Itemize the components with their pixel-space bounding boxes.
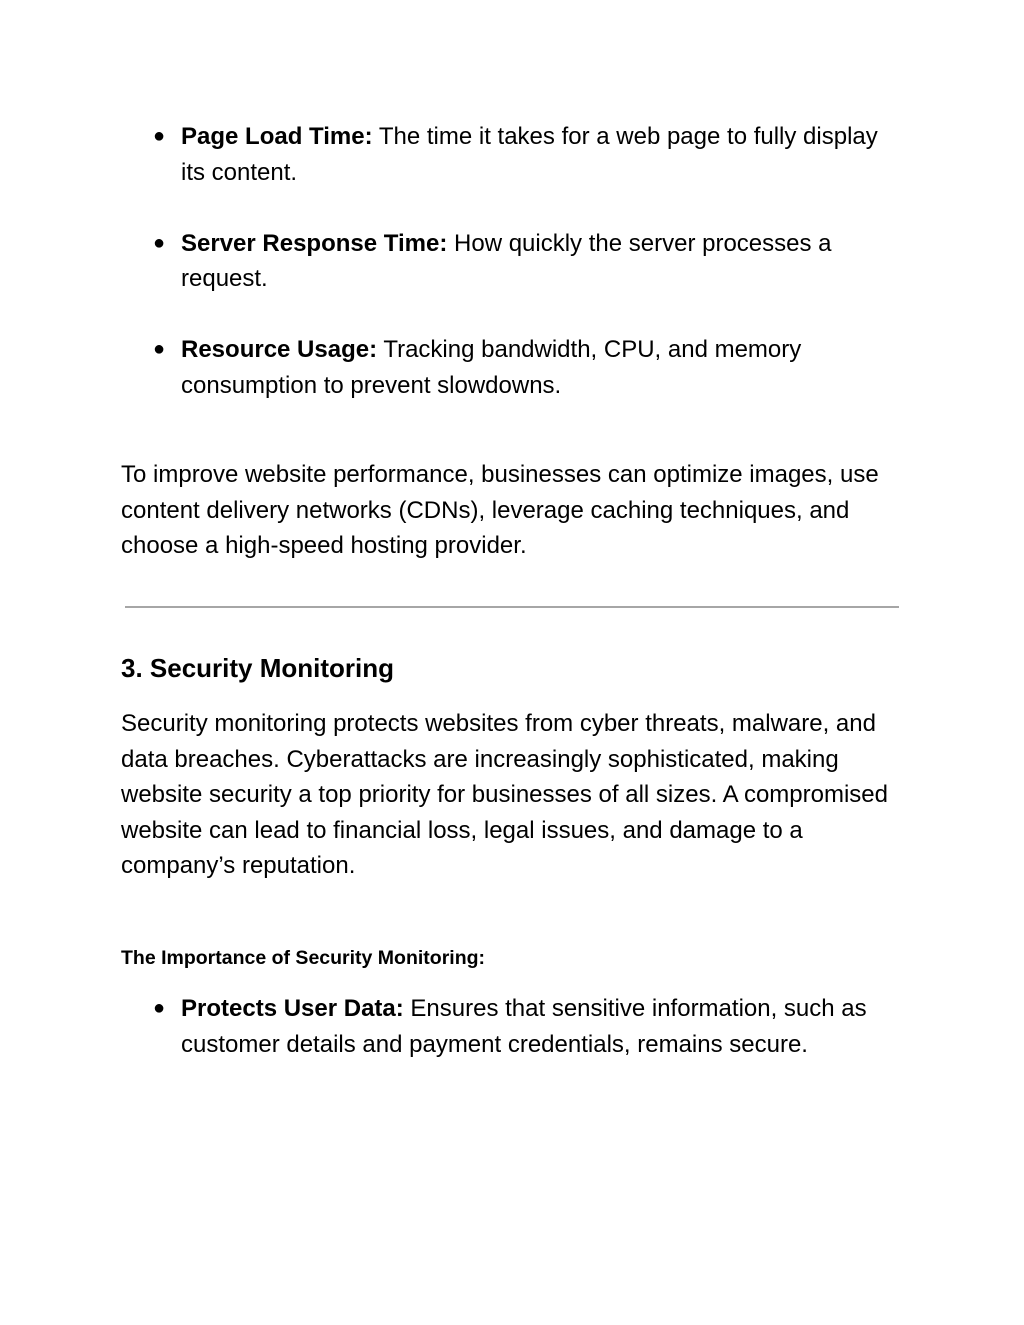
bullet-icon: ● [153,125,166,147]
term-label: Resource Usage: [181,336,378,363]
bullet-icon: ● [153,997,166,1019]
performance-paragraph: To improve website performance, businesses can optimize images, use content delivery networks (CDNs), leverage caching techniques, and choose a high-speed hosting provider. [121,461,879,559]
term-label: Page Load Time: [181,123,373,150]
term-description: Ensures that sensitive information, such as customer details and payment credentials, remains secure. [181,995,867,1058]
bullet-icon: ● [153,231,166,254]
security-intro-paragraph: Security monitoring protects websites from cyber threats, malware, and data breaches. Cyberattacks are increasingly sophisticated, making website security a top priority for businesses of all sizes. A compromised website can lead to financial loss, legal issues, and damage to a company’s reputation. [121,710,888,879]
list-item [121,119,901,190]
bullet-icon: ● [153,338,166,360]
list-item [121,332,901,403]
term-description: The time it takes for a web page to fully display its content. [181,123,878,186]
performance-metrics-list [121,119,901,403]
horizontal-divider [125,606,899,608]
term-label: Protects User Data: [181,995,404,1022]
security-importance-list [121,991,901,1062]
term-label: Server Response Time: [181,229,448,257]
list-item [121,991,901,1062]
term-description: How quickly the server processes a request. [181,229,832,292]
list-item [121,226,901,297]
term-description: Tracking bandwidth, CPU, and memory consumption to prevent slowdowns. [181,336,802,399]
sub-heading: The Importance of Security Monitoring: [121,947,486,969]
section-heading: 3. Security Monitoring [121,653,395,683]
